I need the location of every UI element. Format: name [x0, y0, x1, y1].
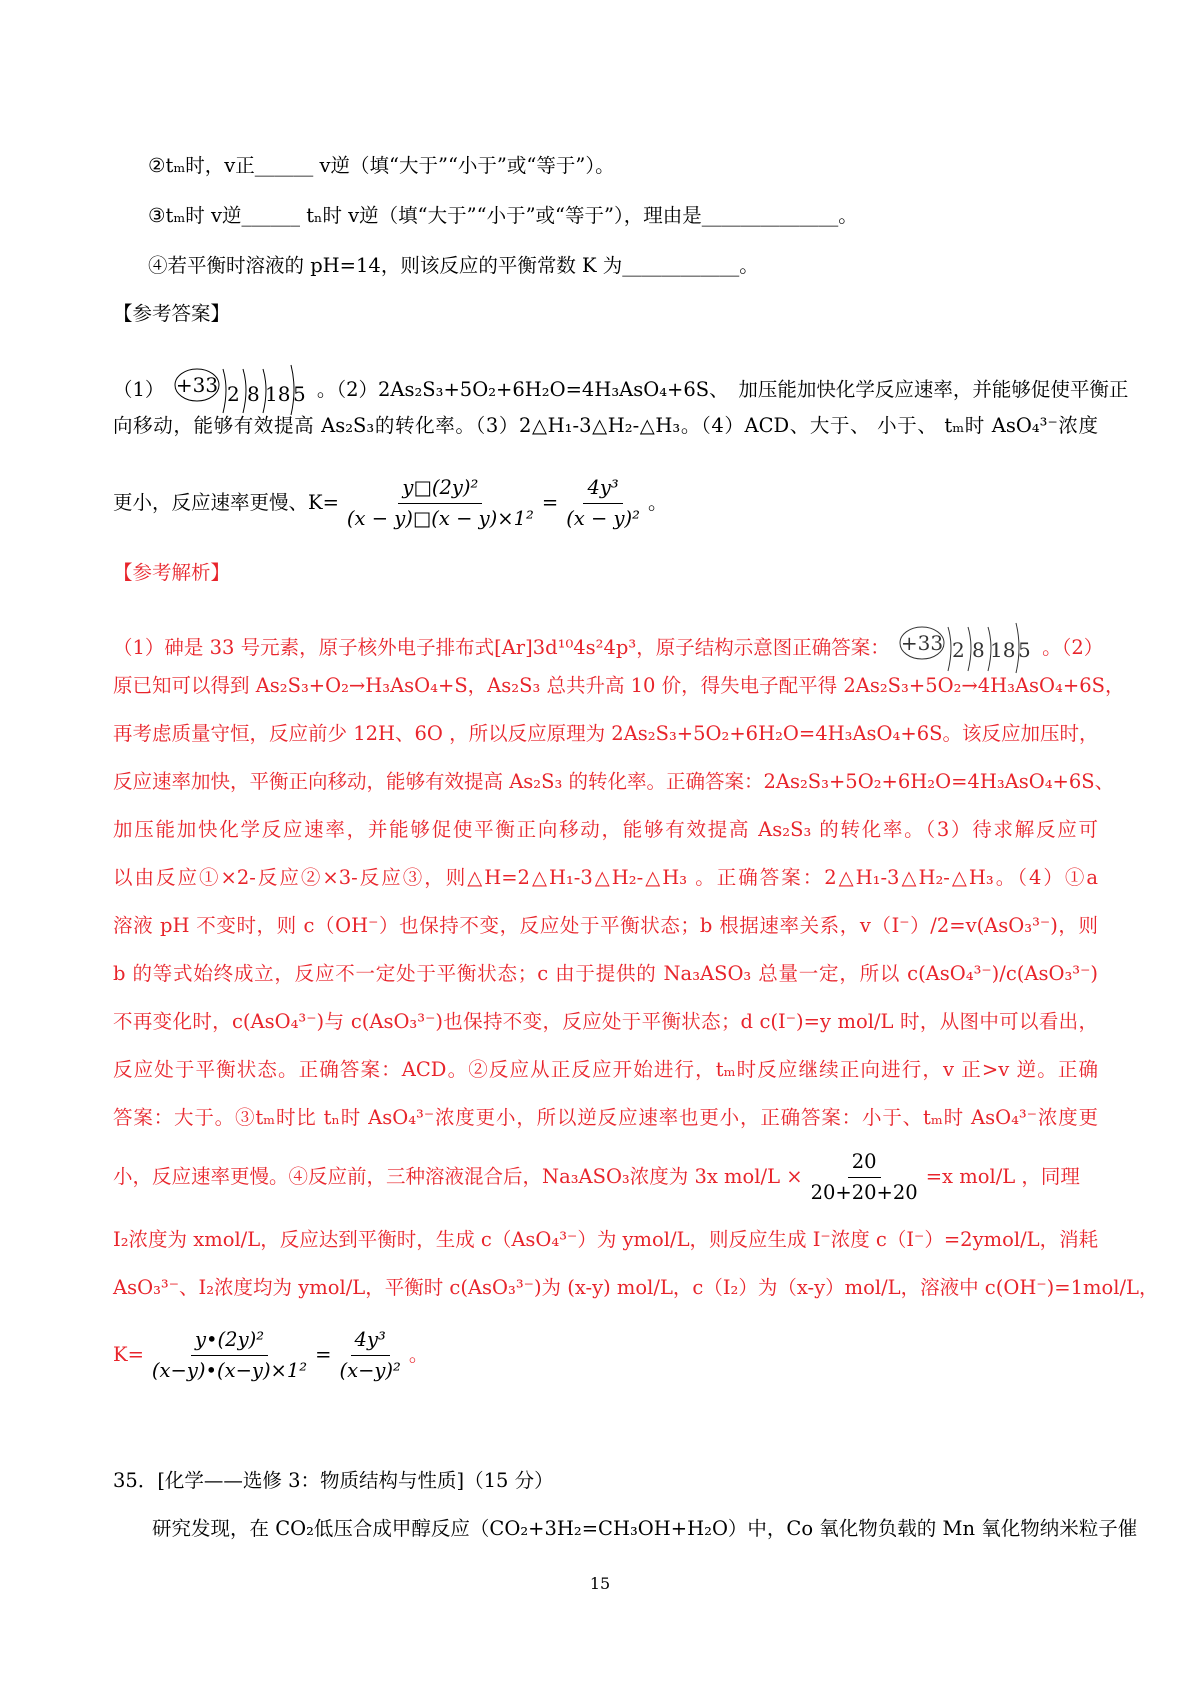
- analysis-line: 原已知可以得到 As₂S₃+O₂→H₃AsO₄+S，As₂S₃ 总共升高 10 价，得失电子配平得 2As₂S₃+5O₂→4H₃AsO₄+6S，: [113, 674, 1125, 697]
- k-fraction-1: $\frac{\text{y•(2y)²}}{\text{(x−y)•(x−y)×1²}}$: [148, 1325, 311, 1386]
- svg-text:8: 8: [971, 637, 985, 662]
- nucleus-charge: +33: [175, 372, 218, 397]
- analysis-k-expression: K= $\frac{\text{y•(2y)²}}{\text{(x−y)•(x−y)×1²}}$ = $\frac{\text{4y³}}{\text{(x−y)²}}$ 。: [113, 1320, 1098, 1390]
- analysis-line-1: [113, 620, 1104, 676]
- svg-text:2: 2: [951, 637, 965, 662]
- analysis-text: 。（2）: [1042, 636, 1104, 659]
- analysis-line: 反应速率加快，平衡正向移动，能够有效提高 As₂S₃ 的转化率。正确答案：2As₂S₃+5O₂+6H₂O=4H₃AsO₄+6S、: [113, 770, 1115, 793]
- analysis-line: 溶液 pH 不变时，则 c（OH⁻）也保持不变，反应处于平衡状态；b 根据速率关系，v（I⁻）/2=v(AsO₃³⁻)，则: [113, 914, 1098, 937]
- analysis-line: 反应处于平衡状态。正确答案：ACD。②反应从正反应开始进行，tₘ时反应继续正向进行，v 正>v 逆。正确: [113, 1058, 1098, 1081]
- answer-line-2: 向移动，能够有效提高 As₂S₃的转化率。（3）2△H₁-3△H₂-△H₃。（4）ACD、大于、 小于、 tₘ时 AsO₄³⁻浓度: [113, 414, 1098, 437]
- analysis-text: （1）砷是 33 号元素，原子核外电子排布式[Ar]3d¹⁰4s²4p³，原子结构示意图正确答案：: [113, 636, 890, 659]
- svg-text:5: 5: [1017, 637, 1031, 662]
- answer-line-1: [113, 360, 1129, 420]
- analysis-text: =x mol/L ，同理: [925, 1165, 1080, 1188]
- analysis-line: 以由反应①×2-反应②×3-反应③，则△H=2△H₁-3△H₂-△H₃ 。正确答案：2△H₁-3△H₂-△H₃。（4）①a: [113, 866, 1098, 889]
- analysis-line: 不再变化时，c(AsO₄³⁻)与 c(AsO₃³⁻)也保持不变，反应处于平衡状态；d c(I⁻)=y mol/L 时，从图中可以看出，: [113, 1010, 1098, 1033]
- question-4: ④若平衡时溶液的 pH=14，则该反应的平衡常数 K 为____________。: [148, 254, 759, 277]
- analysis-line: 答案：大于。③tₘ时比 tₙ时 AsO₄³⁻浓度更小，所以逆反应速率也更小，正确答案：小于、tₘ时 AsO₄³⁻浓度更: [113, 1106, 1098, 1129]
- analysis-line: I₂浓度为 xmol/L，反应达到平衡时，生成 c（AsO₄³⁻）为 ymol/L，则反应生成 I⁻浓度 c（I⁻）=2ymol/L，消耗: [113, 1228, 1099, 1251]
- page-number: 15: [589, 1574, 611, 1593]
- question-35-text: 研究发现，在 CO₂低压合成甲醇反应（CO₂+3H₂=CH₃OH+H₂O）中，Co 氧化物负载的 Mn 氧化物纳米粒子催: [152, 1517, 1138, 1540]
- answer-heading: 【参考答案】: [113, 302, 231, 325]
- k-fraction-2: $\frac{\text{4y³}}{\text{(x−y)²}}$: [335, 1325, 404, 1386]
- analysis-line: AsO₃³⁻、I₂浓度均为 ymol/L，平衡时 c(AsO₃³⁻)为 (x-y) mol/L，c（I₂）为（x-y）mol/L，溶液中 c(OH⁻)=1mol/L，: [113, 1276, 1159, 1299]
- shell-4: 5: [292, 381, 306, 406]
- shell-3: 18: [264, 381, 291, 406]
- shell-2: 8: [246, 381, 260, 406]
- k-fraction-2: $\frac{\text{4y³}}{\text{(x − y)²}}$: [562, 473, 644, 534]
- svg-text:18: 18: [989, 637, 1016, 662]
- atom-structure-diagram: [896, 621, 1036, 677]
- analysis-heading: 【参考解析】: [113, 561, 231, 584]
- analysis-line-12: [113, 1145, 1098, 1209]
- answer-text: 。（2）2As₂S₃+5O₂+6H₂O=4H₃AsO₄+6S、 加压能加快化学反应速率，并能够促使平衡正: [316, 378, 1129, 401]
- analysis-line: 再考虑质量守恒，反应前少 12H、6O ，所以反应原理为 2As₂S₃+5O₂+6H₂O=4H₃AsO₄+6S。该反应加压时，: [113, 722, 1099, 745]
- answer-line-3: 更小，反应速率更慢、K= $\frac{\text{y□(2y)²}}{\text{(x − y)□(x − y)×1²}}$ = $\frac{\text{4y³}}{\text{(x − y)²}}$ 。: [113, 468, 1098, 538]
- svg-text:+33: +33: [900, 630, 944, 655]
- question-2: ②tₘ时，v正______ v逆（填“大于”“小于”或“等于”）。: [148, 154, 615, 177]
- analysis-line: b 的等式始终成立，反应不一定处于平衡状态；c 由于提供的 Na₃ASO₃ 总量一定，所以 c(AsO₄³⁻)/c(AsO₃³⁻): [113, 962, 1098, 985]
- analysis-text: 小，反应速率更慢。④反应前，三种溶液混合后，Na₃ASO₃浓度为 3x mol/L ×: [113, 1165, 803, 1188]
- shell-1: 2: [226, 381, 240, 406]
- dilution-fraction: $\frac{20}{20+20+20}$: [807, 1147, 922, 1208]
- k-fraction-1: $\frac{\text{y□(2y)²}}{\text{(x − y)□(x − y)×1²}}$: [343, 473, 538, 534]
- question-35-heading: 35．[化学——选修 3：物质结构与性质]（15 分）: [113, 1469, 554, 1492]
- question-3: ③tₘ时 v逆______ tₙ时 v逆（填“大于”“小于”或“等于”），理由是______________。: [148, 204, 858, 227]
- answer-label: （1）: [113, 378, 165, 401]
- answer-text: 更小，反应速率更慢、K=: [113, 491, 339, 514]
- analysis-line: 加压能加快化学反应速率，并能够促使平衡正向移动，能够有效提高 As₂S₃ 的转化率。（3）待求解反应可: [113, 818, 1098, 841]
